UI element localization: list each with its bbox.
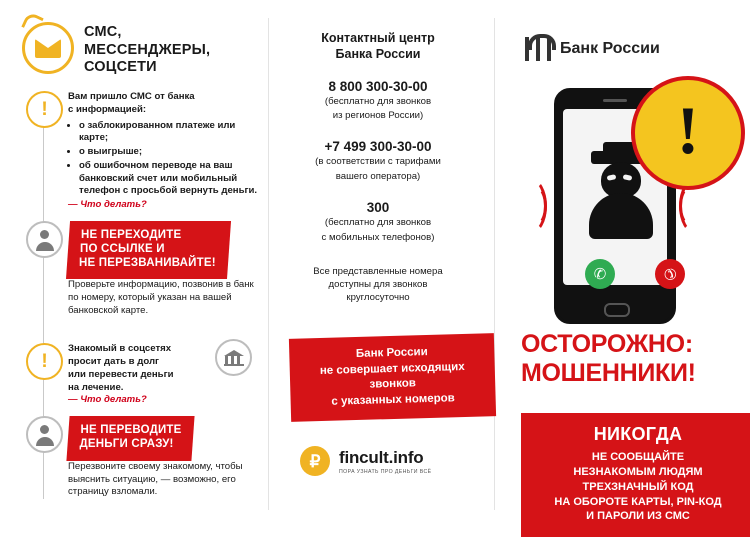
phone-note-line-1: (бесплатно для звонков <box>324 95 432 107</box>
never-line-2: НЕЗНАКОМЫМ ЛЮДЯМ <box>573 465 703 478</box>
person-icon <box>26 416 63 453</box>
call-buttons <box>585 259 685 289</box>
fincult-logo[interactable] <box>300 446 431 476</box>
phone-number[interactable]: 300 <box>366 200 390 216</box>
list-item: • о выигрыше; <box>79 146 258 159</box>
availability-line-1: Все представленные номера <box>313 266 443 278</box>
no-calls-line-3: звонков <box>369 377 416 391</box>
phone-note-line-2: из регионов России) <box>332 109 424 121</box>
phone-entry <box>278 79 478 123</box>
bank-of-russia-logo <box>525 34 660 64</box>
list-item: • об ошибочном переводе на ваш банковский счет или мобильный телефон с просьбой вернуть деньги. <box>79 160 258 198</box>
action-1 <box>22 221 258 318</box>
list-item: • о заблокированном платеже или карте; <box>79 120 258 146</box>
availability-line-2: доступны для звонков <box>328 279 428 291</box>
contact-center-title <box>278 30 478 63</box>
no-calls-line-1: Банк России <box>355 346 428 361</box>
bank-of-russia-name: Банк России <box>560 40 660 57</box>
exclamation-glyph: ! <box>41 99 48 121</box>
scenario-2-lead-4: на лечение. <box>68 381 124 393</box>
availability-note <box>278 266 478 305</box>
ruble-symbol: ₽ <box>309 451 321 471</box>
phone-note-line-1: (бесплатно для звонков <box>324 217 432 229</box>
sms-section-title <box>84 22 210 77</box>
phone-entry <box>278 200 478 244</box>
no-calls-line-4: с указанных номеров <box>331 391 455 408</box>
sms-title-line-1: СМС, <box>84 24 122 40</box>
contact-center-title-line-1: Контактный центр <box>321 31 435 45</box>
scenario-2-question: — Что делать? <box>68 394 147 406</box>
phone-note-line-2: вашего оператора) <box>335 170 421 182</box>
scenario-1 <box>22 91 258 212</box>
action-2 <box>22 416 258 499</box>
scenario-2-lead-2: просит дать в долг <box>68 356 160 368</box>
sms-title-line-3: СОЦСЕТИ <box>84 59 157 76</box>
warning-exclamation-badge <box>631 76 745 190</box>
never-line-1: НЕ СООБЩАЙТЕ <box>591 451 685 463</box>
bank-of-russia-emblem-icon <box>525 34 551 64</box>
action-2-banner <box>66 416 194 461</box>
center-column <box>278 30 478 305</box>
sound-wave-left-inner-icon <box>525 186 547 226</box>
bank-icon <box>215 339 252 376</box>
action-1-line-3: НЕ ПЕРЕЗВАНИВАЙТЕ! <box>79 256 216 269</box>
exclamation-icon <box>26 91 63 128</box>
sms-section-header <box>22 22 258 77</box>
action-2-line-1: НЕ ПЕРЕВОДИТЕ <box>80 424 182 437</box>
main-warning-title <box>521 330 743 388</box>
advice-timeline <box>22 91 258 499</box>
phone-entry <box>278 139 478 183</box>
fincult-name: fincult.info <box>339 447 424 467</box>
never-disclose-banner <box>521 413 750 537</box>
action-1-line-1: НЕ ПЕРЕХОДИТЕ <box>80 228 182 241</box>
action-1-line-2: ПО ССЫЛКЕ И <box>80 242 165 255</box>
phone-note-line-2: с мобильных телефонов) <box>321 231 435 243</box>
scenario-2-lead-1: Знакомый в соцсетях <box>68 343 172 355</box>
fincult-tagline: ПОРА УЗНАТЬ ПРО ДЕНЬГИ ВСЁ <box>339 468 432 475</box>
warning-line-2: МОШЕННИКИ! <box>521 359 696 387</box>
column-divider-2 <box>494 18 495 510</box>
scenario-1-lead-2: с информацией: <box>68 103 147 115</box>
sms-title-line-2: МЕССЕНДЖЕРЫ, <box>84 41 211 58</box>
envelope-hook-icon <box>22 22 74 74</box>
never-line-5: И ПАРОЛИ ИЗ СМС <box>586 510 690 523</box>
action-2-line-2: ДЕНЬГИ СРАЗУ! <box>79 438 174 450</box>
action-1-banner <box>66 221 231 279</box>
exclamation-glyph: ! <box>676 92 700 168</box>
phone-speaker <box>603 99 627 102</box>
phone-home-button <box>604 303 630 317</box>
never-line-4: НА ОБОРОТЕ КАРТЫ, PIN-КОД <box>554 495 722 508</box>
ruble-coin-icon <box>300 446 330 476</box>
left-column <box>22 22 258 508</box>
phone-number[interactable]: +7 499 300-30-00 <box>324 139 432 155</box>
scenario-1-bullets <box>68 120 258 199</box>
availability-line-3: круглосуточно <box>346 292 410 304</box>
person-icon <box>26 221 63 258</box>
warning-line-1: ОСТОРОЖНО: <box>521 330 693 358</box>
never-title: НИКОГДА <box>593 424 683 444</box>
column-divider-1 <box>268 18 269 510</box>
scenario-2 <box>22 343 258 407</box>
right-column <box>505 0 750 527</box>
scenario-1-lead-1: Вам пришло СМС от банка <box>68 91 195 103</box>
scenario-1-question: — Что делать? <box>68 199 147 211</box>
no-calls-line-2: не совершает исходящих <box>319 360 465 377</box>
phone-accept-icon[interactable]: ✆ <box>585 259 615 289</box>
action-2-note: Перезвоните своему знакомому, чтобы выяснить ситуацию, — возможно, его страницу взломали. <box>68 460 243 498</box>
sound-wave-right-inner-icon <box>679 186 701 226</box>
phone-note-line-1: (в соответствии с тарифами <box>315 156 441 168</box>
never-line-3: ТРЕХЗНАЧНЫЙ КОД <box>582 480 694 493</box>
no-outgoing-calls-banner <box>289 333 496 422</box>
phone-decline-icon[interactable]: ✆ <box>649 253 691 295</box>
contact-center-title-line-2: Банка России <box>335 47 421 62</box>
exclamation-glyph: ! <box>41 351 48 373</box>
exclamation-icon <box>26 343 63 380</box>
scenario-2-lead-3: или перевести деньги <box>68 368 174 380</box>
phone-number[interactable]: 8 800 300-30-00 <box>328 78 428 94</box>
action-1-note: Проверьте информацию, позвонив в банк по номеру, который указан на вашей банковской карте. <box>68 279 254 316</box>
